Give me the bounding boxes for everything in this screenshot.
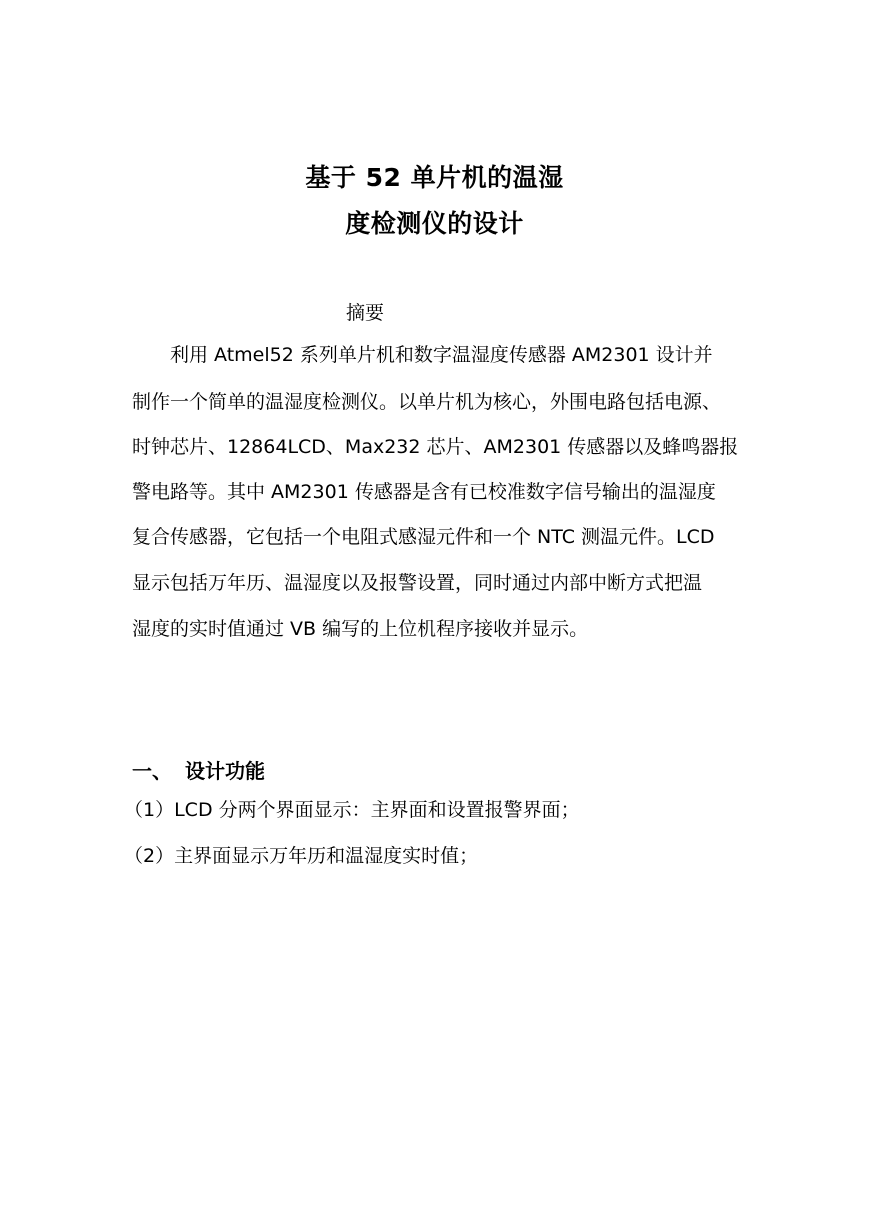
abstract-line-5: 复合传感器，它包括一个电阻式感湿元件和一个 NTC 测温元件。LCD [132,526,715,548]
list-item: （1）LCD 分两个界面显示：主界面和设置报警界面； [124,799,580,821]
section-title: 设计功能 [185,759,265,783]
abstract-line-6: 显示包括万年历、温湿度以及报警设置，同时通过内部中断方式把温 [132,572,703,594]
abstract-line-3: 时钟芯片、12864LCD、Max232 芯片、AM2301 传感器以及蜂鸣器报 [132,436,739,458]
list-item: （2）主界面显示万年历和温湿度实时值； [124,845,479,867]
abstract-line-2: 制作一个简单的温湿度检测仪。以单片机为核心，外围电路包括电源、 [132,391,722,413]
section-heading [132,755,265,784]
abstract-line-4: 警电路等。其中 AM2301 传感器是含有已校准数字信号输出的温湿度 [132,481,716,503]
abstract-line-1: 利用 Atmel52 系列单片机和数字温湿度传感器 AM2301 设计并 [132,344,713,366]
document-title-line-1: 基于 52 单片机的温湿 [305,163,564,192]
document-title-line-2: 度检测仪的设计 [345,209,524,238]
section-number: 一、 [132,759,172,783]
abstract-heading: 摘要 [346,302,385,324]
abstract-line-7: 湿度的实时值通过 VB 编写的上位机程序接收并显示。 [132,618,589,640]
